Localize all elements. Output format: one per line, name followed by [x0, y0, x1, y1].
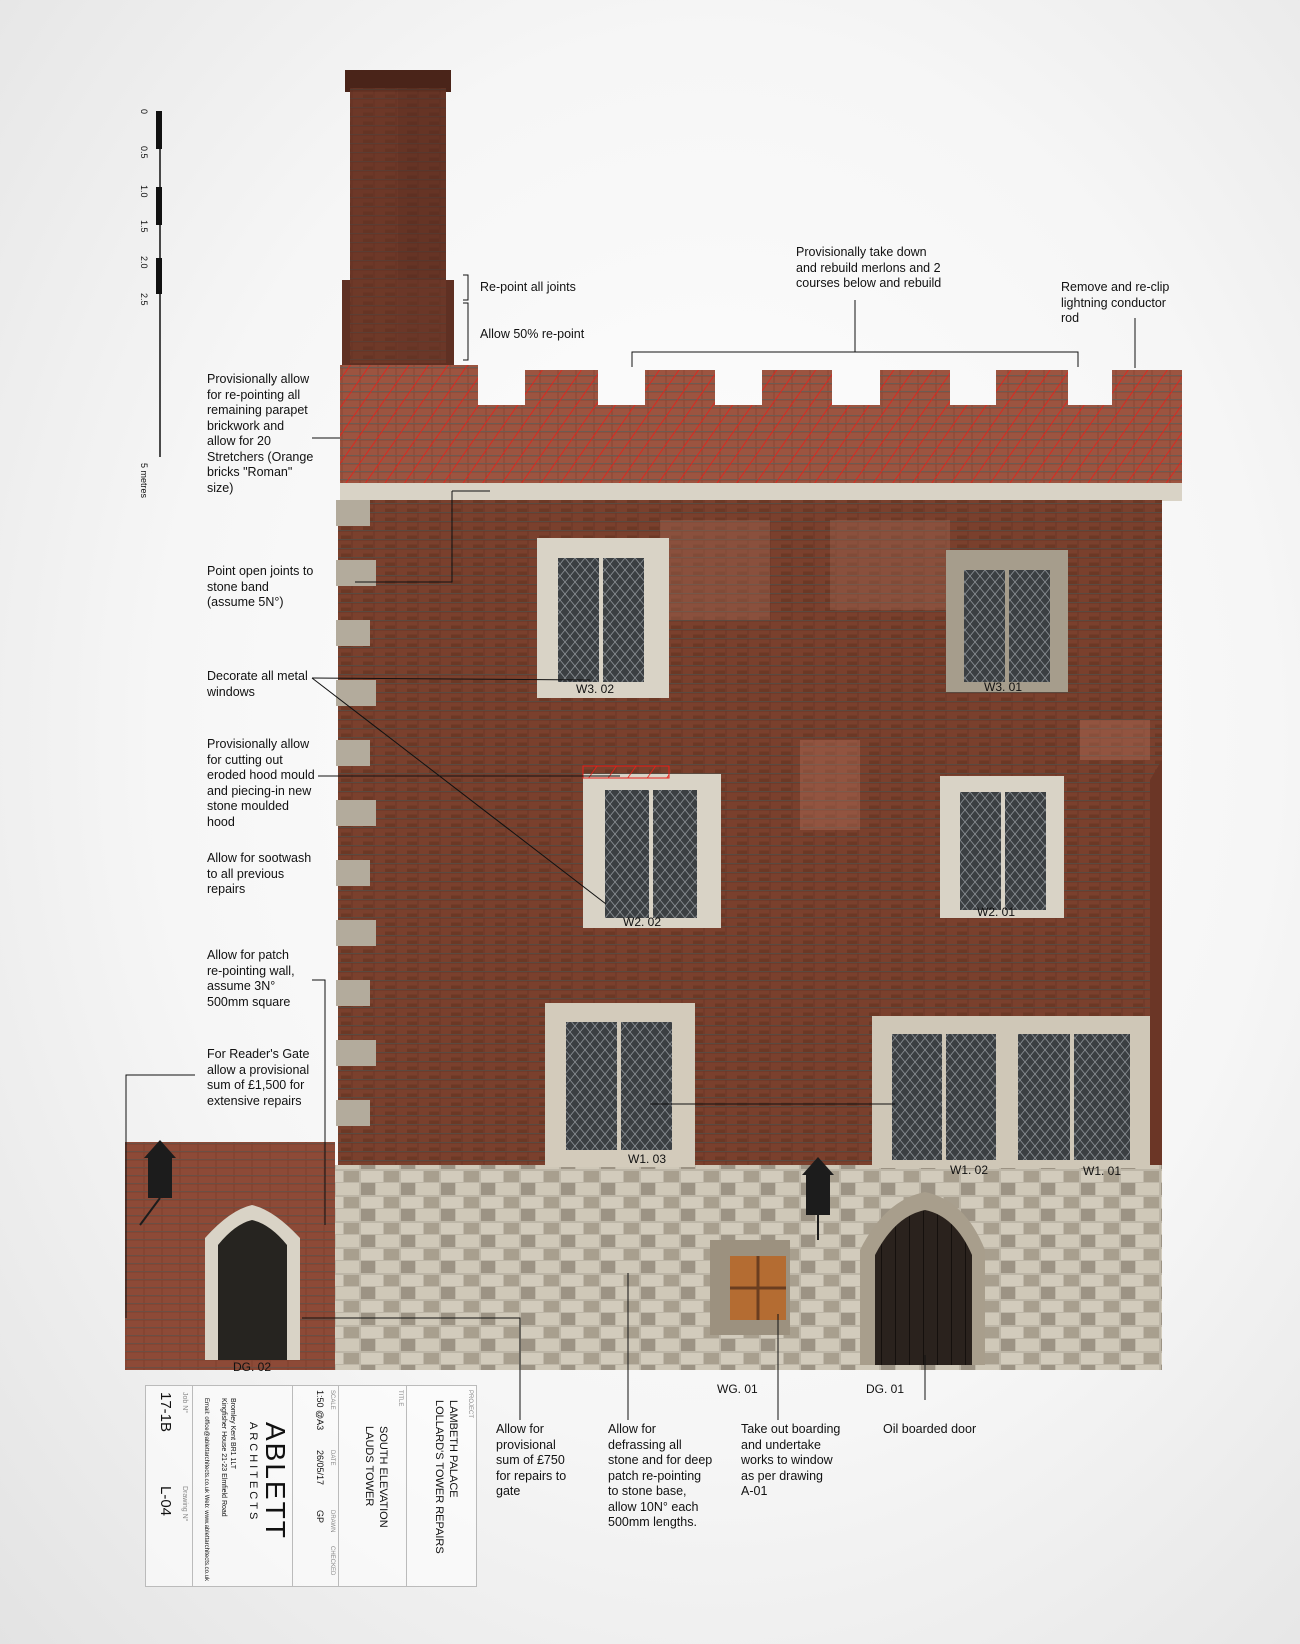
scale-label-1-0: 1.0 [139, 185, 149, 198]
parapet [340, 365, 1182, 501]
tb-firm-cell [192, 1386, 293, 1586]
tb-drawing-value: L-04 [157, 1486, 174, 1517]
tb-address-1: Kingfisher House 21-23 Elmfield Road [220, 1398, 227, 1517]
chimney-stacks [342, 70, 454, 365]
note-repoint-all: Re-point all joints [480, 280, 576, 294]
tb-drawing-label: Drawing N° [181, 1486, 188, 1522]
scale-label-5m: 5 metres [139, 463, 149, 499]
note-oil-door: Oil boarded door [883, 1422, 977, 1436]
scale-label-2-0: 2.0 [139, 256, 149, 269]
tb-project-label: PROJECT [467, 1390, 473, 1419]
tb-project-line1: LAMBETH PALACE [447, 1400, 459, 1498]
note-gate-repairs: Allow for provisional sum of £750 for repairs to gate [496, 1422, 567, 1498]
tb-job-label: Job N° [181, 1392, 188, 1414]
tb-title-line2: LAUDS TOWER [363, 1426, 375, 1507]
tag-wg-01: WG. 01 [717, 1382, 758, 1396]
scale-label-0: 0 [139, 109, 149, 115]
tag-w1-03: W1. 03 [628, 1152, 667, 1166]
note-parapet: Provisionally allow for re-pointing all remaining parapet brickwork and allow for 20 Stretchers (Orange bricks "Roman" size) [207, 372, 314, 495]
tag-w1-02: W1. 02 [950, 1163, 989, 1177]
tb-job-cell [146, 1386, 192, 1586]
scale-label-2-5: 2.5 [139, 293, 149, 306]
tb-drawn-label: DRAWN [329, 1510, 335, 1533]
tb-title-label: TITLE [397, 1390, 403, 1407]
tb-address-2: Bromley Kent BR1 1LT [229, 1398, 236, 1470]
tb-firm-name: ABLETT [260, 1422, 291, 1540]
note-defrassing: Allow for defrassing all stone and for deep patch re-pointing to stone base, allow 10N° each 500mm lengths. [608, 1422, 713, 1529]
tag-w2-01: W2. 01 [977, 905, 1016, 919]
tb-date-value: 26/05/17 [315, 1450, 325, 1486]
note-patch-repointing: Allow for patch re-pointing wall, assume 3N° 500mm square [207, 948, 295, 1009]
tb-project-line2: LOLLARD'S TOWER REPAIRS [433, 1400, 445, 1554]
tb-title-cell [338, 1386, 407, 1586]
tb-meta-cell [292, 1386, 339, 1586]
tag-dg-02: DG. 02 [233, 1360, 272, 1374]
tb-drawn-value: GP [315, 1510, 325, 1524]
note-allow-50: Allow 50% re-point [480, 327, 585, 341]
tb-contact: Email: office@ablettarchitects.co.uk Web: www.ablettarchitects.co.uk [203, 1398, 209, 1581]
tb-title-line1: SOUTH ELEVATION [377, 1426, 389, 1528]
tb-checked-label: CHECKED [329, 1546, 335, 1576]
tb-date-label: DATE [329, 1450, 335, 1466]
tag-dg-01: DG. 01 [866, 1382, 905, 1396]
tag-w3-01: W3. 01 [984, 680, 1023, 694]
scale-label-1-5: 1.5 [139, 220, 149, 233]
tb-scale-label: SCALE [329, 1390, 335, 1410]
scale-label-0-5: 0.5 [139, 146, 149, 159]
tb-firm-sub: ARCHITECTS [247, 1422, 259, 1523]
tag-w3-02: W3. 02 [576, 682, 615, 696]
note-merlons: Provisionally take down and rebuild merlons and 2 courses below and rebuild [796, 245, 942, 290]
tb-scale-value: 1:50 @A3 [315, 1390, 325, 1431]
tag-w1-01: W1. 01 [1083, 1164, 1122, 1178]
note-readers-gate: For Reader's Gate allow a provisional sum of £1,500 for extensive repairs [207, 1047, 310, 1108]
note-sootwash: Allow for sootwash to all previous repairs [207, 851, 312, 896]
note-boarding: Take out boarding and undertake works to window as per drawing A-01 [741, 1422, 841, 1498]
tb-project-cell [406, 1386, 477, 1586]
note-hood-mould: Provisionally allow for cutting out eroded hood mould and piecing-in new stone moulded hood [207, 737, 315, 829]
tag-w2-02: W2. 02 [623, 915, 662, 929]
note-stone-band: Point open joints to stone band (assume 5N°) [207, 564, 314, 609]
note-metal-windows: Decorate all metal windows [207, 669, 308, 699]
title-block [145, 1385, 477, 1587]
note-lightning-conductor: Remove and re-clip lightning conductor rod [1061, 280, 1170, 325]
tb-job-value: 17-1B [157, 1392, 174, 1433]
scale-bar [156, 111, 162, 457]
